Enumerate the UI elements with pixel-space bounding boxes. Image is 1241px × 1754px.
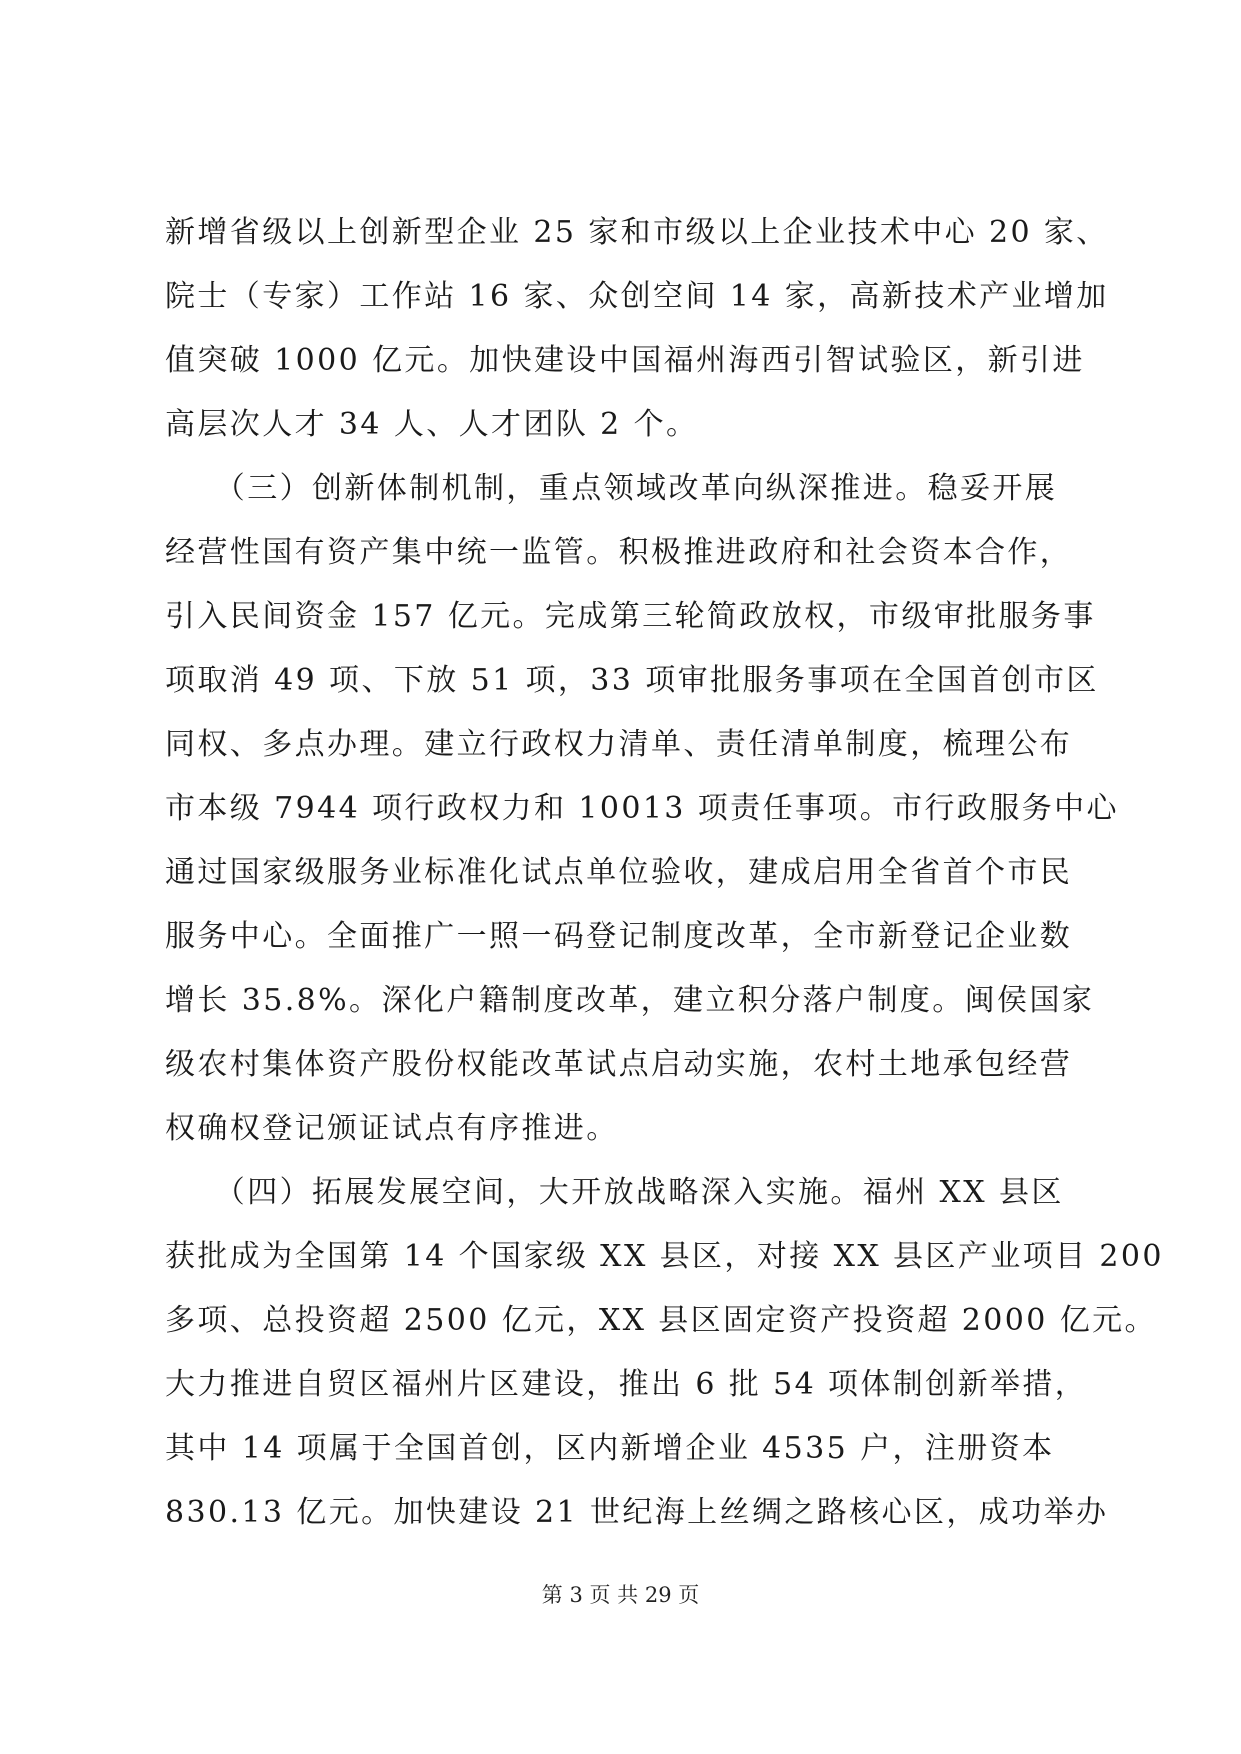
text-line: 获批成为全国第 14 个国家级 XX 县区，对接 XX 县区产业项目 200 [165, 1239, 1164, 1274]
text-line: 新增省级以上创新型企业 25 家和市级以上企业技术中心 20 家、 [165, 215, 1109, 250]
text-line: 市本级 7944 项行政权力和 10013 项责任事项。市行政服务中心 [165, 791, 1119, 826]
text-line: 其中 14 项属于全国首创，区内新增企业 4535 户，注册资本 [165, 1431, 1055, 1466]
text-line: 多项、总投资超 2500 亿元，XX 县区固定资产投资超 2000 亿元。 [165, 1303, 1157, 1338]
text-line: 通过国家级服务业标准化试点单位验收，建成启用全省首个市民 [165, 855, 1073, 890]
text-line: 院士（专家）工作站 16 家、众创空间 14 家，高新技术产业增加 [165, 279, 1109, 314]
page-number-footer: 第 3 页 共 29 页 [541, 1583, 700, 1607]
text-line: 同权、多点办理。建立行政权力清单、责任清单制度，梳理公布 [165, 727, 1073, 762]
text-line: 权确权登记颁证试点有序推进。 [165, 1111, 619, 1146]
text-line: 830.13 亿元。加快建设 21 世纪海上丝绸之路核心区，成功举办 [165, 1495, 1109, 1530]
text-line: 项取消 49 项、下放 51 项，33 项审批服务事项在全国首创市区 [165, 663, 1099, 698]
document-body [165, 201, 1164, 1545]
text-line: 级农村集体资产股份权能改革试点启动实施，农村土地承包经营 [165, 1047, 1073, 1082]
text-line: 增长 35.8%。深化户籍制度改革，建立积分落户制度。闽侯国家 [165, 983, 1095, 1018]
text-line: 经营性国有资产集中统一监管。积极推进政府和社会资本合作， [165, 535, 1073, 570]
text-line: 引入民间资金 157 亿元。完成第三轮简政放权，市级审批服务事 [165, 599, 1096, 634]
paragraph-start-line: （三）创新体制机制，重点领域改革向纵深推进。稳妥开展 [165, 471, 1058, 506]
paragraph-start-line: （四）拓展发展空间，大开放战略深入实施。福州 XX 县区 [165, 1175, 1064, 1210]
text-line: 大力推进自贸区福州片区建设，推出 6 批 54 项体制创新举措， [165, 1367, 1088, 1402]
text-line: 高层次人才 34 人、人才团队 2 个。 [165, 407, 699, 442]
text-line: 值突破 1000 亿元。加快建设中国福州海西引智试验区，新引进 [165, 343, 1085, 378]
text-line: 服务中心。全面推广一照一码登记制度改革，全市新登记企业数 [165, 919, 1073, 954]
